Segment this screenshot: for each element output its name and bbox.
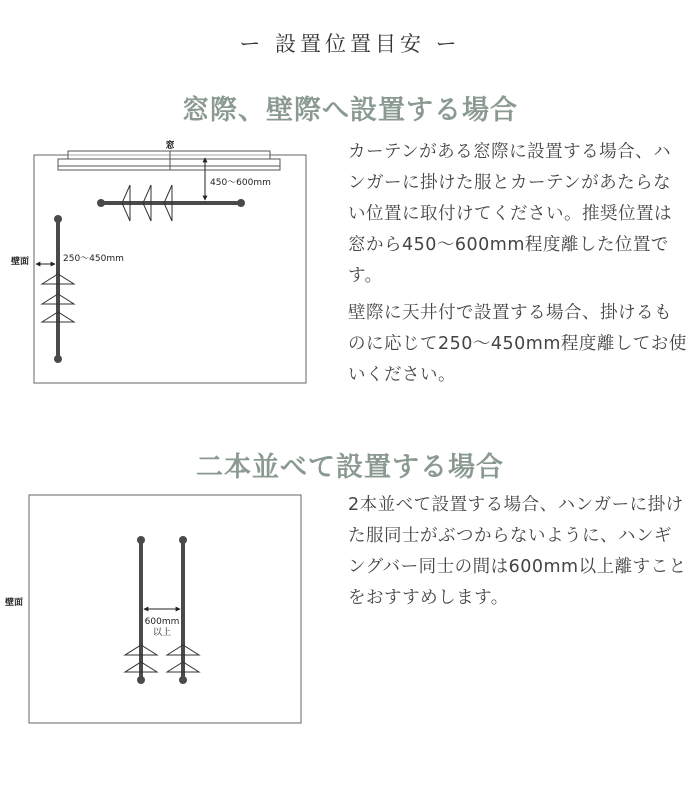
diagram-two-bars [5,495,301,723]
page-header-title: ー 設置位置目安 ー [239,32,461,56]
horizontal-hanging-bar [97,199,245,207]
wall-label-2: 壁面 [4,598,23,608]
diagram-window-wall [11,139,306,383]
window-label: 窓 [165,141,175,151]
window-gap-label: 450～600mm [210,178,271,188]
window-rail [58,151,280,170]
section1-paragraph-wall: 壁際に天井付で設置する場合、掛けるものに応じて250～450mm程度離してお使いください。 [348,303,687,385]
vertical-hanging-bar [54,215,62,363]
bars-gap-label: 600mm [144,617,180,627]
section2-paragraph: 2本並べて設置する場合、ハンガーに掛けた服同士がぶつからないように、ハンギングバー同士の間は600mm以上離すことをおすすめします。 [348,495,687,608]
section1-title: 窓際、壁際へ設置する場合 [182,95,518,126]
bars-gap-label-sub: 以上 [152,628,172,638]
wall-gap-label: 250～450mm [63,254,124,264]
front-hangers-2 [125,645,199,672]
wall-label-1: 壁面 [10,257,29,267]
section1-paragraph-window: カーテンがある窓際に設置する場合、ハンガーに掛けた服とカーテンがあたらない位置に取付けてください。推奨位置は窓から450～600mm程度離した位置です。 [348,142,672,286]
section2-title: 二本並べて設置する場合 [196,452,504,483]
